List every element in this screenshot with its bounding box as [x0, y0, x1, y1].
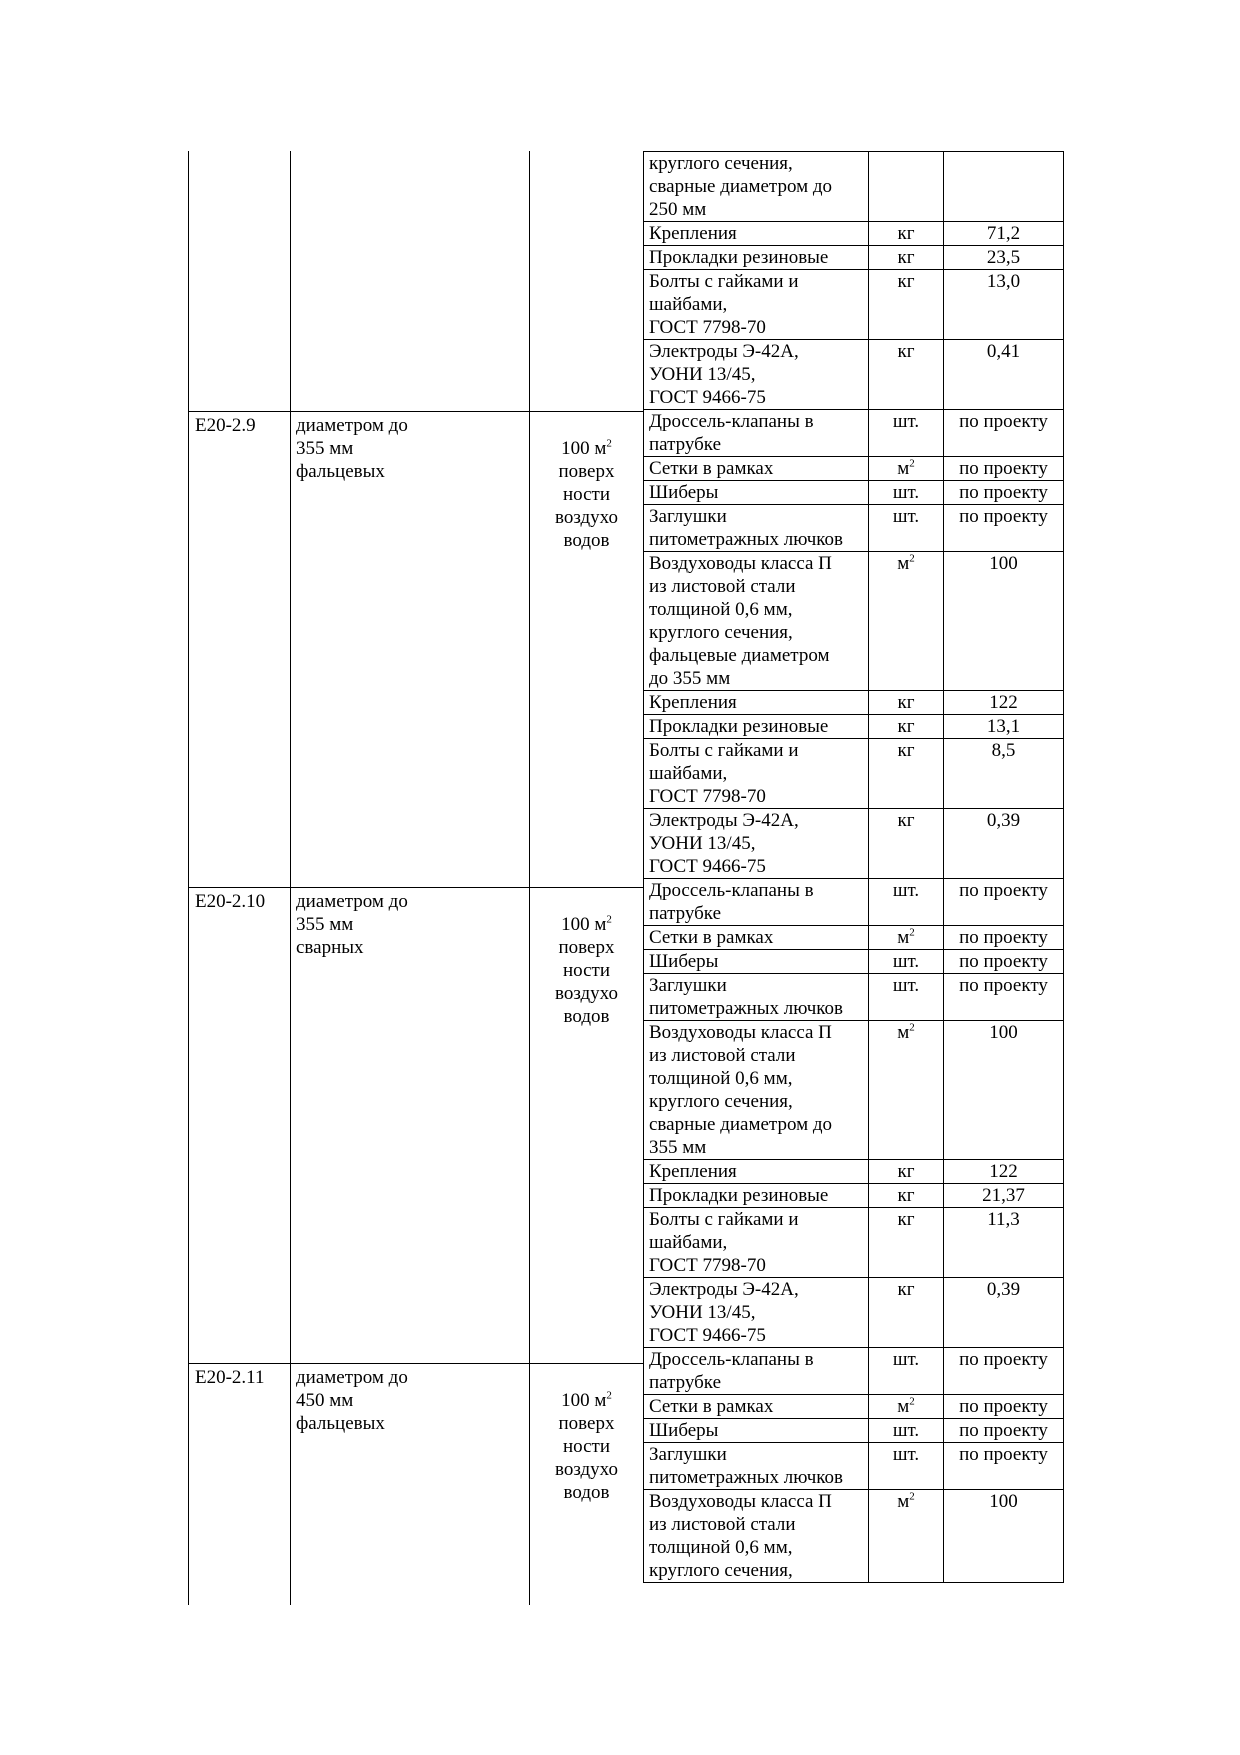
table-row	[644, 340, 1064, 410]
material-unit-base: м	[897, 1396, 910, 1417]
material-name: Прокладки резиновые	[644, 715, 869, 739]
material-qty: по проекту	[944, 505, 1064, 552]
material-unit-sup: 2	[909, 1490, 915, 1503]
material-unit: шт.	[869, 1419, 944, 1443]
material-qty: по проекту	[944, 1443, 1064, 1490]
material-unit: кг	[869, 809, 944, 879]
material-qty: по проекту	[944, 481, 1064, 505]
material-qty: 71,2	[944, 222, 1064, 246]
group-separator-1	[188, 411, 643, 412]
table-row	[644, 246, 1064, 270]
material-unit-base: м	[897, 927, 910, 948]
group-code: Е20-2.9	[195, 415, 256, 436]
material-unit: кг	[869, 691, 944, 715]
material-name: Крепления	[644, 1160, 869, 1184]
material-unit: кг	[869, 739, 944, 809]
group-unit	[530, 1366, 643, 1527]
material-unit: шт.	[869, 505, 944, 552]
table-row	[644, 1443, 1064, 1490]
material-qty: 13,0	[944, 270, 1064, 340]
material-unit-sup: 2	[909, 457, 915, 470]
table-row	[644, 270, 1064, 340]
material-name: Сетки в рамках	[644, 1395, 869, 1419]
material-name: Дроссель-клапаны в патрубке	[644, 1348, 869, 1395]
material-unit-sup: 2	[909, 1021, 915, 1034]
material-name: Крепления	[644, 691, 869, 715]
table-row	[644, 457, 1064, 481]
group-unit	[530, 890, 643, 1051]
material-qty: по проекту	[944, 879, 1064, 926]
group-unit-sup: 2	[606, 437, 612, 450]
table-row	[644, 974, 1064, 1021]
material-unit: шт.	[869, 1348, 944, 1395]
material-name: Прокладки резиновые	[644, 1184, 869, 1208]
material-unit: кг	[869, 1160, 944, 1184]
table-row	[644, 410, 1064, 457]
material-unit	[869, 1021, 944, 1160]
material-qty: по проекту	[944, 1348, 1064, 1395]
table-row	[644, 715, 1064, 739]
material-name: Воздуховоды класса П из листовой стали толщиной 0,6 мм, круглого сечения, сварные диаметром до 355 мм	[644, 1021, 869, 1160]
material-name: круглого сечения, сварные диаметром до 250 мм	[644, 152, 869, 222]
table-row	[644, 691, 1064, 715]
table-row	[644, 552, 1064, 691]
group-unit-sup: 2	[606, 913, 612, 926]
material-unit-base: м	[897, 553, 910, 574]
material-name: Дроссель-клапаны в патрубке	[644, 879, 869, 926]
group-code: Е20-2.10	[195, 891, 266, 912]
material-name: Электроды Э-42А, УОНИ 13/45, ГОСТ 9466-75	[644, 809, 869, 879]
group-description: диаметром до 355 мм сварных	[296, 891, 408, 958]
group-unit-rest: поверх ности воздухо водов	[555, 461, 618, 551]
material-unit: шт.	[869, 410, 944, 457]
material-qty: 100	[944, 1021, 1064, 1160]
material-qty: по проекту	[944, 457, 1064, 481]
material-qty: 0,41	[944, 340, 1064, 410]
material-qty: 21,37	[944, 1184, 1064, 1208]
material-unit	[869, 152, 944, 222]
material-unit: кг	[869, 715, 944, 739]
material-qty: 11,3	[944, 1208, 1064, 1278]
material-qty: по проекту	[944, 926, 1064, 950]
table-row	[644, 481, 1064, 505]
material-unit: кг	[869, 1208, 944, 1278]
material-name: Шиберы	[644, 950, 869, 974]
material-name: Прокладки резиновые	[644, 246, 869, 270]
material-unit: кг	[869, 1278, 944, 1348]
material-qty	[944, 152, 1064, 222]
material-name: Заглушки питометражных лючков	[644, 505, 869, 552]
group-separator-3	[188, 1363, 643, 1364]
material-qty: 100	[944, 552, 1064, 691]
table-row	[644, 222, 1064, 246]
table-row	[644, 1208, 1064, 1278]
material-unit-base: м	[897, 1491, 910, 1512]
material-unit: кг	[869, 340, 944, 410]
material-name: Воздуховоды класса П из листовой стали толщиной 0,6 мм, круглого сечения,	[644, 1490, 869, 1583]
table-row	[644, 1490, 1064, 1583]
table-row	[644, 809, 1064, 879]
material-unit	[869, 1490, 944, 1583]
group-code: Е20-2.11	[195, 1367, 265, 1388]
group-description: диаметром до 450 мм фальцевых	[296, 1367, 408, 1434]
material-unit: шт.	[869, 950, 944, 974]
material-unit: кг	[869, 1184, 944, 1208]
material-qty: 0,39	[944, 1278, 1064, 1348]
table-row	[644, 879, 1064, 926]
group-separator-2	[188, 887, 643, 888]
group-unit-sup: 2	[606, 1389, 612, 1402]
material-unit	[869, 1395, 944, 1419]
table-row	[644, 1395, 1064, 1419]
material-unit: кг	[869, 246, 944, 270]
table-row	[644, 1278, 1064, 1348]
material-unit	[869, 552, 944, 691]
material-unit-sup: 2	[909, 552, 915, 565]
material-qty: по проекту	[944, 1419, 1064, 1443]
material-unit: шт.	[869, 974, 944, 1021]
material-qty: 122	[944, 1160, 1064, 1184]
material-qty: 122	[944, 691, 1064, 715]
material-unit: шт.	[869, 481, 944, 505]
material-unit: шт.	[869, 1443, 944, 1490]
material-unit: шт.	[869, 879, 944, 926]
material-name: Крепления	[644, 222, 869, 246]
material-name: Шиберы	[644, 1419, 869, 1443]
table-row	[644, 505, 1064, 552]
materials-table	[643, 151, 1064, 1583]
group-unit	[530, 414, 643, 575]
table-row	[644, 152, 1064, 222]
material-unit-base: м	[897, 1022, 910, 1043]
material-name: Болты с гайками и шайбами, ГОСТ 7798-70	[644, 1208, 869, 1278]
material-name: Болты с гайками и шайбами, ГОСТ 7798-70	[644, 270, 869, 340]
material-qty: 100	[944, 1490, 1064, 1583]
column-rule-1	[188, 151, 189, 1605]
material-unit-base: м	[897, 458, 910, 479]
table-row	[644, 739, 1064, 809]
column-rule-2	[290, 151, 291, 1605]
material-name: Сетки в рамках	[644, 926, 869, 950]
material-name: Электроды Э-42А, УОНИ 13/45, ГОСТ 9466-75	[644, 1278, 869, 1348]
group-unit-main: 100 м	[561, 1390, 607, 1411]
material-unit	[869, 457, 944, 481]
material-qty: 13,1	[944, 715, 1064, 739]
group-unit-rest: поверх ности воздухо водов	[555, 937, 618, 1027]
table-row	[644, 1184, 1064, 1208]
material-qty: 23,5	[944, 246, 1064, 270]
material-qty: 8,5	[944, 739, 1064, 809]
material-qty: 0,39	[944, 809, 1064, 879]
material-name: Сетки в рамках	[644, 457, 869, 481]
table-row	[644, 1021, 1064, 1160]
group-description: диаметром до 355 мм фальцевых	[296, 415, 408, 482]
material-unit	[869, 926, 944, 950]
material-unit-sup: 2	[909, 1395, 915, 1408]
group-unit-main: 100 м	[561, 914, 607, 935]
table-row	[644, 950, 1064, 974]
group-unit-main: 100 м	[561, 438, 607, 459]
table-row	[644, 1419, 1064, 1443]
material-unit: кг	[869, 270, 944, 340]
material-name: Воздуховоды класса П из листовой стали толщиной 0,6 мм, круглого сечения, фальцевые диаметром до 355 мм	[644, 552, 869, 691]
material-unit: кг	[869, 222, 944, 246]
material-name: Заглушки питометражных лючков	[644, 1443, 869, 1490]
material-name: Заглушки питометражных лючков	[644, 974, 869, 1021]
group-unit-rest: поверх ности воздухо водов	[555, 1413, 618, 1503]
material-name: Электроды Э-42А, УОНИ 13/45, ГОСТ 9466-75	[644, 340, 869, 410]
material-name: Шиберы	[644, 481, 869, 505]
material-qty: по проекту	[944, 410, 1064, 457]
material-qty: по проекту	[944, 950, 1064, 974]
table-row	[644, 1348, 1064, 1395]
material-unit-sup: 2	[909, 926, 915, 939]
material-name: Болты с гайками и шайбами, ГОСТ 7798-70	[644, 739, 869, 809]
table-row	[644, 926, 1064, 950]
material-qty: по проекту	[944, 974, 1064, 1021]
table-row	[644, 1160, 1064, 1184]
material-qty: по проекту	[944, 1395, 1064, 1419]
material-name: Дроссель-клапаны в патрубке	[644, 410, 869, 457]
